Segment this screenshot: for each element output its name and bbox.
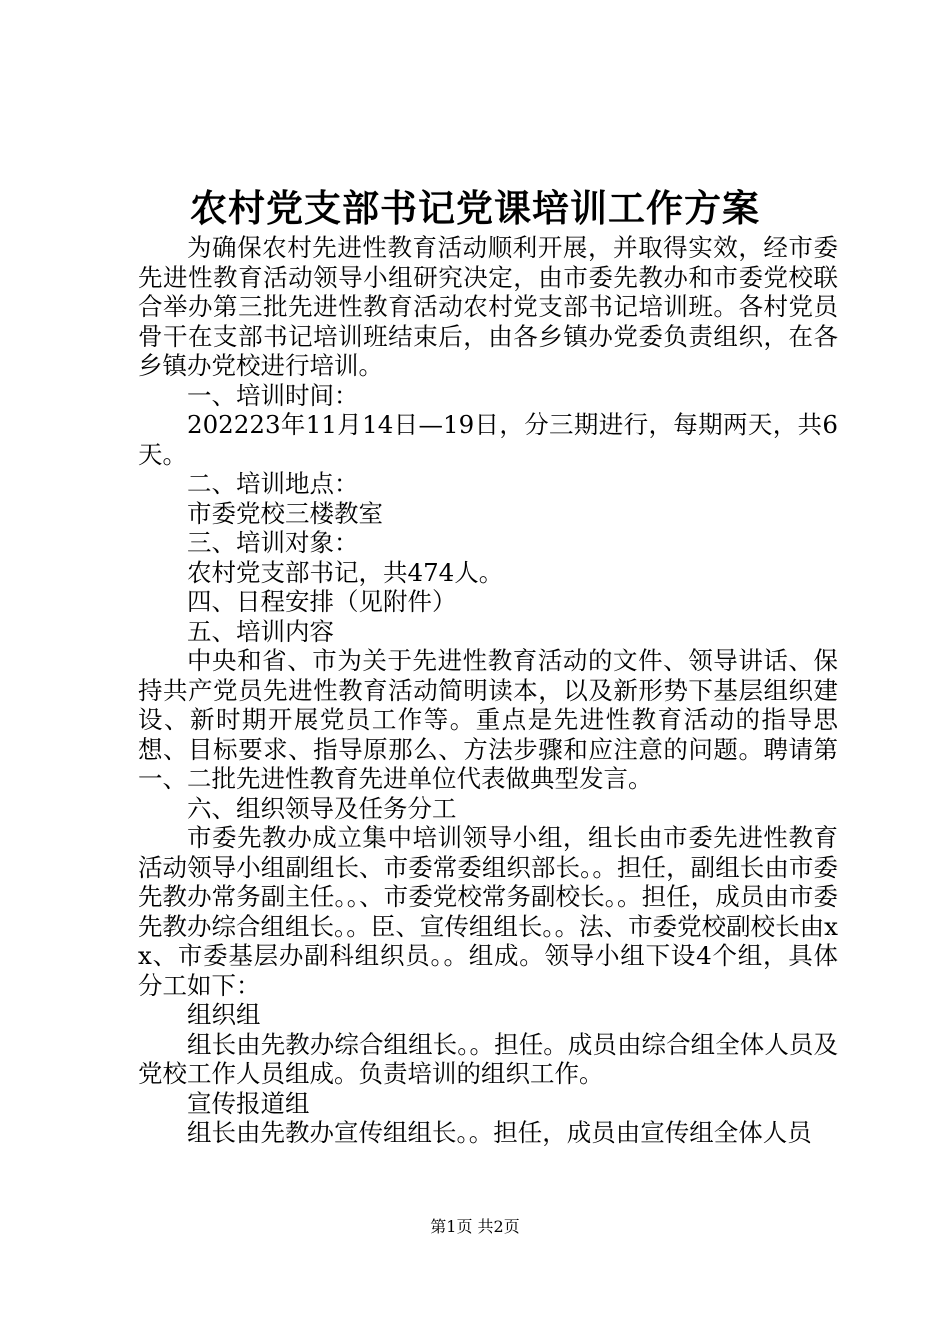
heading-publicity-group: 宣传报道组 [187, 1088, 310, 1118]
paragraph-training-content: 中央和省、市为关于先进性教育活动的文件、领导讲话、保持共产党员先进性教育活动简明读本，以及新形势下基层组织建设、新时期开展党员工作等。重点是先进性教育活动的指导思想、目标要求、指导原那么、方法步骤和应注意的问题。聘请第一、二批先进性教育先进单位代表做典型发言。 [138, 646, 838, 793]
heading-training-target: 三、培训对象： [187, 528, 359, 557]
paragraph-publicity-group: 组长由先教办宣传组组长。。担任，成员由宣传组全体人员 [187, 1118, 812, 1147]
document-body [138, 233, 838, 1148]
paragraph-organization: 市委先教办成立集中培训领导小组，组长由市委先进性教育活动领导小组副组长、市委常委组织部长。。担任，副组长由市委先教办常务副主任。。、市委党校常务副校长。。担任，成员由市委先教办综合组组长。。臣、宣传组组长。。法、市委党校副校长由xx、市委基层办副科组织员。。组成。领导小组下设4个组，具体分工如下： [138, 823, 838, 1000]
paragraph-training-target: 农村党支部书记，共474人。 [187, 557, 504, 587]
heading-training-content: 五、培训内容 [187, 616, 334, 646]
paragraph-training-time: 202223年11月14日—19日，分三期进行，每期两天，共6天。 [138, 410, 838, 469]
heading-schedule: 四、日程安排（见附件） [187, 587, 457, 616]
paragraph-intro: 为确保农村先进性教育活动顺利开展，并取得实效，经市委先进性教育活动领导小组研究决定，由市委先教办和市委党校联合举办第三批先进性教育活动农村党支部书记培训班。各村党员骨干在支部书记培训班结束后，由各乡镇办党委负责组织，在各乡镇办党校进行培训。 [138, 233, 838, 380]
paragraph-organizing-group: 组长由先教办综合组组长。。担任。成员由综合组全体人员及党校工作人员组成。负责培训的组织工作。 [138, 1029, 838, 1088]
heading-training-location: 二、培训地点： [187, 469, 359, 498]
heading-organization: 六、组织领导及任务分工 [187, 793, 457, 823]
page-footer: 第1页 共2页 [430, 1217, 520, 1236]
heading-training-time: 一、培训时间： [187, 380, 359, 410]
paragraph-training-location: 市委党校三楼教室 [187, 498, 383, 528]
document-title: 农村党支部书记党课培训工作方案 [190, 186, 760, 230]
heading-organizing-group: 组织组 [187, 1000, 261, 1029]
